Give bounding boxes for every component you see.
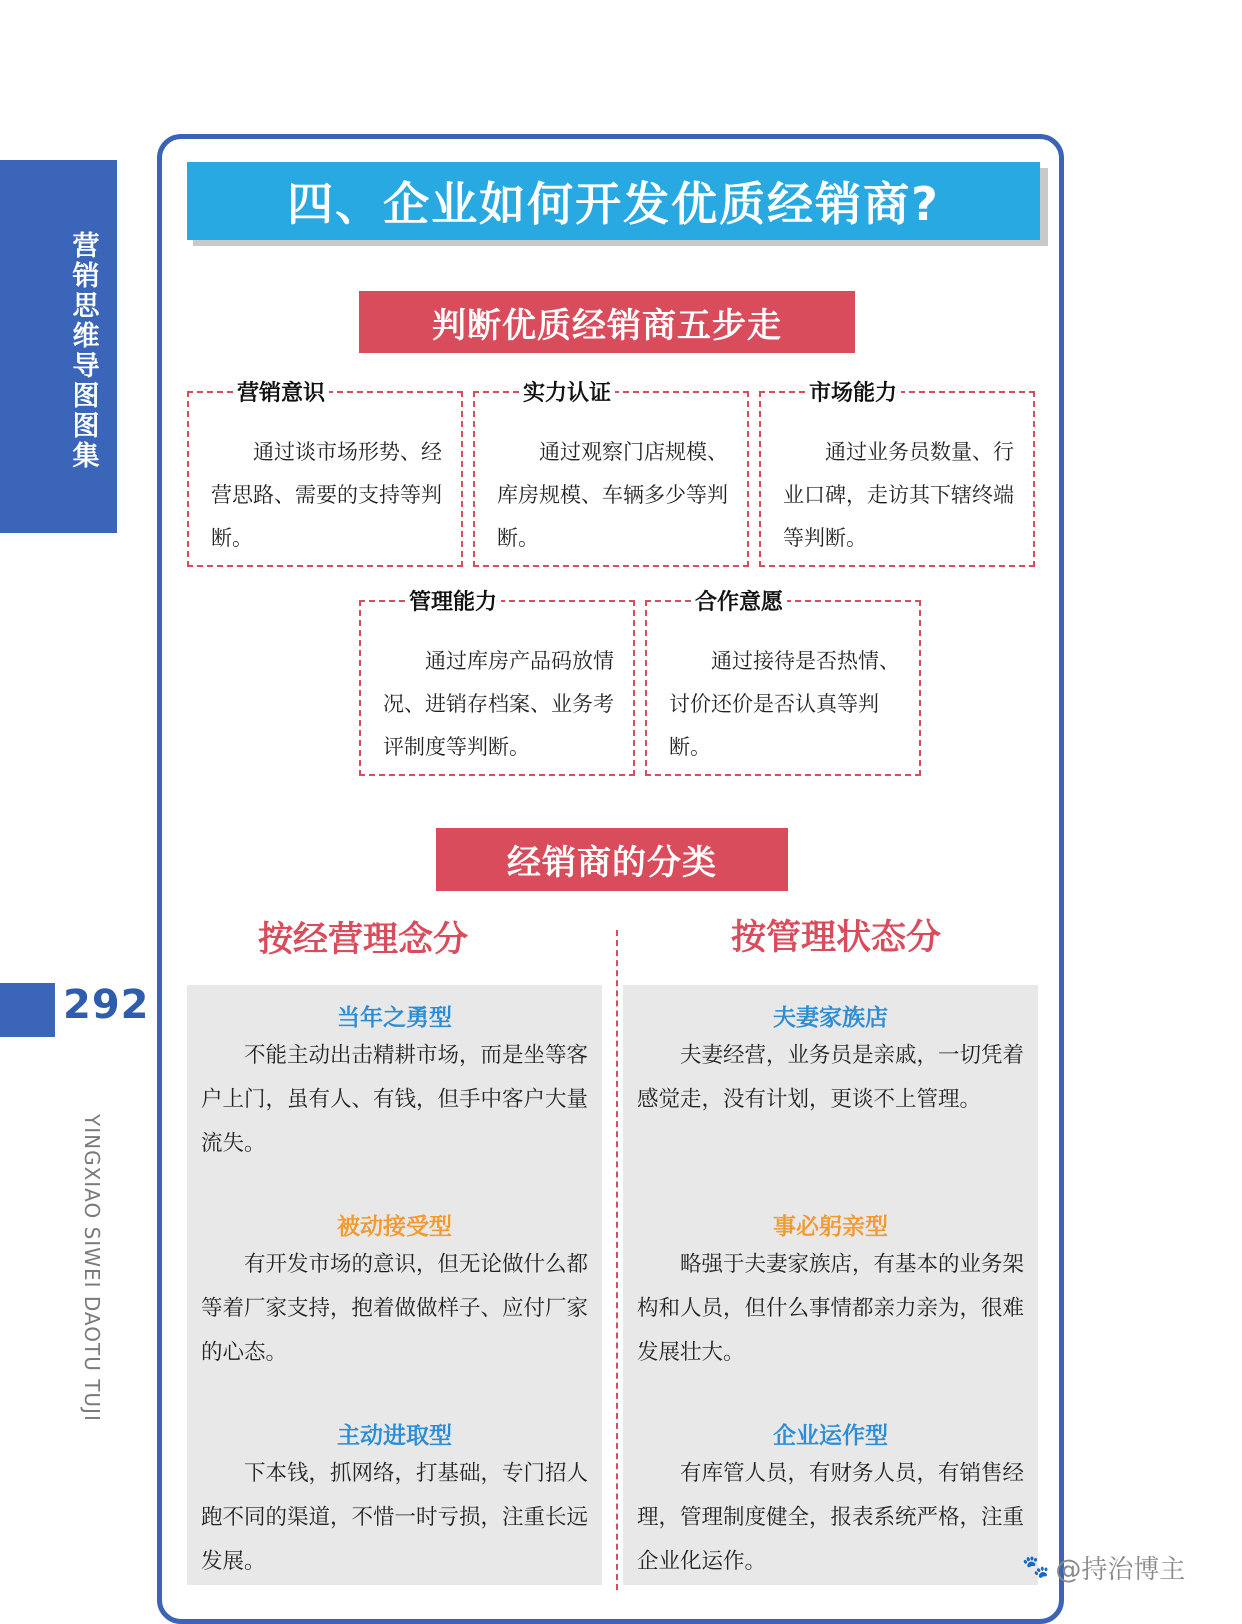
step-text: 通过接待是否热情、讨价还价是否认真等判断。 xyxy=(669,649,900,759)
type-description: 有开发市场的意识，但无论做什么都等着厂家支持，抱着做做样子、应付厂家的心态。 xyxy=(201,1252,589,1365)
step-title: 营销意识 xyxy=(233,376,329,407)
watermark-text: @持治博主 xyxy=(1055,1555,1186,1585)
type-title: 事必躬亲型 xyxy=(773,1214,888,1240)
type-description: 略强于夫妻家族店，有基本的业务架构和人员，但什么事情都亲力亲为，很难发展壮大。 xyxy=(637,1252,1025,1365)
step-text: 通过业务员数量、行业口碑，走访其下辖终端等判断。 xyxy=(783,440,1014,550)
step-title: 合作意愿 xyxy=(691,585,787,616)
step-title: 管理能力 xyxy=(405,585,501,616)
step-text: 通过库房产品码放情况、进销存档案、业务考评制度等判断。 xyxy=(383,649,614,759)
section-banner-five-steps: 判断优质经销商五步走 xyxy=(359,291,855,353)
column-divider xyxy=(616,930,618,1590)
step-box-cooperation-willingness xyxy=(645,590,921,776)
step-title: 实力认证 xyxy=(519,376,615,407)
section-banner-classification: 经销商的分类 xyxy=(436,828,788,891)
watermark xyxy=(1022,1549,1185,1586)
classification-panel-right xyxy=(623,985,1038,1585)
type-title: 主动进取型 xyxy=(337,1423,452,1449)
type-description: 下本钱，抓网络，打基础，专门招人跑不同的渠道，不惜一时亏损，注重长远发展。 xyxy=(201,1461,589,1574)
book-title: 营销思维导图图集 xyxy=(72,231,100,472)
book-title-pinyin: YINGXIAO SIWEI DAOTU TUJI xyxy=(80,1114,104,1422)
paw-icon: 🐾 xyxy=(1022,1555,1050,1580)
step-box-marketing-awareness xyxy=(187,381,463,567)
step-box-market-capability xyxy=(759,381,1035,567)
step-text: 通过谈市场形势、经营思路、需要的支持等判断。 xyxy=(211,440,442,550)
page-number: 292 xyxy=(63,982,150,1028)
type-title: 被动接受型 xyxy=(337,1214,452,1240)
classification-panel-left xyxy=(187,985,602,1585)
step-box-strength-verification xyxy=(473,381,749,567)
type-description: 有库管人员，有财务人员，有销售经理，管理制度健全，报表系统严格，注重企业化运作。 xyxy=(637,1461,1025,1574)
type-description: 不能主动出击精耕市场，而是坐等客户上门，虽有人、有钱，但手中客户大量流失。 xyxy=(201,1043,589,1156)
step-text: 通过观察门店规模、库房规模、车辆多少等判断。 xyxy=(497,440,728,550)
step-box-management-capability xyxy=(359,590,635,776)
type-description: 夫妻经营，业务员是亲戚，一切凭着感觉走，没有计划，更谈不上管理。 xyxy=(637,1043,1025,1112)
type-title: 企业运作型 xyxy=(773,1423,888,1449)
step-title: 市场能力 xyxy=(805,376,901,407)
type-title: 当年之勇型 xyxy=(337,1005,452,1031)
category-heading-by-philosophy: 按经营理念分 xyxy=(258,920,469,960)
page-number-tab xyxy=(0,983,55,1037)
page-title: 四、企业如何开发优质经销商? xyxy=(187,162,1040,240)
type-title: 夫妻家族店 xyxy=(773,1005,888,1031)
category-heading-by-management: 按管理状态分 xyxy=(731,918,942,958)
